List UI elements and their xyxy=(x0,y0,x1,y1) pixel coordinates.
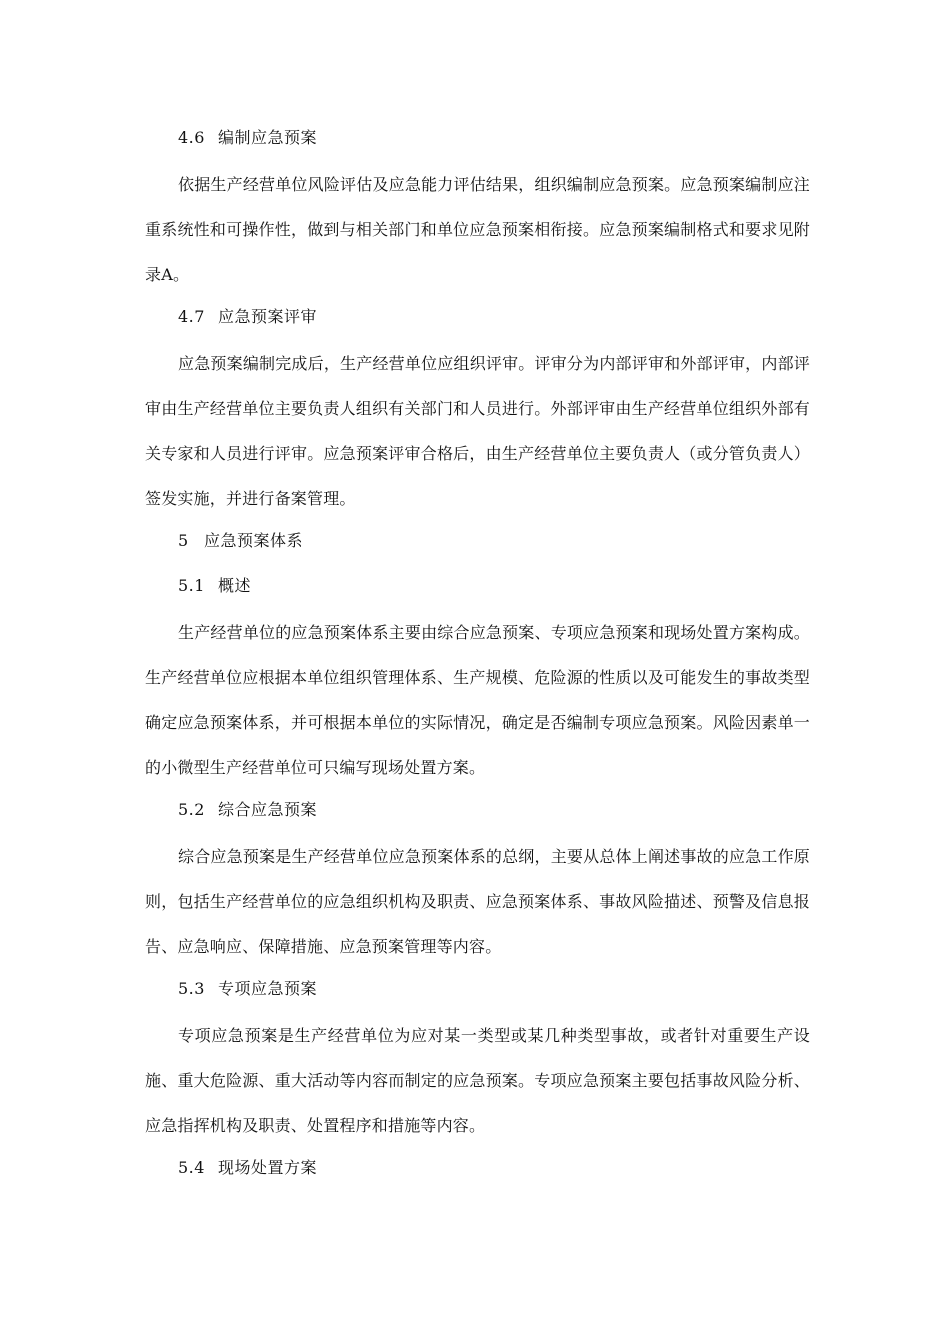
section-number: 5 xyxy=(178,531,189,550)
section-heading-5-3 xyxy=(178,979,317,999)
section-title: 现场处置方案 xyxy=(218,1158,318,1177)
section-body-5-1: 生产经营单位的应急预案体系主要由综合应急预案、专项应急预案和现场处置方案构成。生产经营单位应根据本单位组织管理体系、生产规模、危险源的性质以及可能发生的事故类型确定应急预案体系，并可根据本单位的实际情况，确定是否编制专项应急预案。风险因素单一的小微型生产经营单位可只编写现场处置方案。 xyxy=(145,623,810,777)
section-heading-5-2 xyxy=(178,800,317,820)
section-number: 5.2 xyxy=(178,800,205,819)
section-title: 综合应急预案 xyxy=(218,800,318,819)
section-number: 4.6 xyxy=(178,128,205,147)
section-heading-4-6 xyxy=(178,128,317,148)
section-body-5-3: 专项应急预案是生产经营单位为应对某一类型或某几种类型事故，或者针对重要生产设施、重大危险源、重大活动等内容而制定的应急预案。专项应急预案主要包括事故风险分析、应急指挥机构及职责、处置程序和措施等内容。 xyxy=(145,1026,810,1135)
section-number: 4.7 xyxy=(178,307,205,326)
section-body-5-2: 综合应急预案是生产经营单位应急预案体系的总纲，主要从总体上阐述事故的应急工作原则，包括生产经营单位的应急组织机构及职责、应急预案体系、事故风险描述、预警及信息报告、应急响应、保障措施、应急预案管理等内容。 xyxy=(145,847,810,956)
section-title: 概述 xyxy=(218,576,252,595)
section-heading-4-7 xyxy=(178,307,317,327)
section-number: 5.3 xyxy=(178,979,205,998)
section-title: 专项应急预案 xyxy=(218,979,318,998)
section-title: 应急预案体系 xyxy=(204,531,304,550)
section-number: 5.1 xyxy=(178,576,205,595)
section-heading-5-4 xyxy=(178,1158,317,1178)
section-body-4-7: 应急预案编制完成后，生产经营单位应组织评审。评审分为内部评审和外部评审，内部评审由生产经营单位主要负责人组织有关部门和人员进行。外部评审由生产经营单位组织外部有关专家和人员进行评审。应急预案评审合格后，由生产经营单位主要负责人（或分管负责人）签发实施，并进行备案管理。 xyxy=(145,354,810,508)
section-number: 5.4 xyxy=(178,1158,205,1177)
section-heading-5-1 xyxy=(178,576,251,596)
section-body-4-6: 依据生产经营单位风险评估及应急能力评估结果，组织编制应急预案。应急预案编制应注重系统性和可操作性，做到与相关部门和单位应急预案相衔接。应急预案编制格式和要求见附录A。 xyxy=(145,175,810,284)
section-title: 编制应急预案 xyxy=(218,128,318,147)
section-title: 应急预案评审 xyxy=(218,307,318,326)
section-heading-5 xyxy=(178,531,303,551)
